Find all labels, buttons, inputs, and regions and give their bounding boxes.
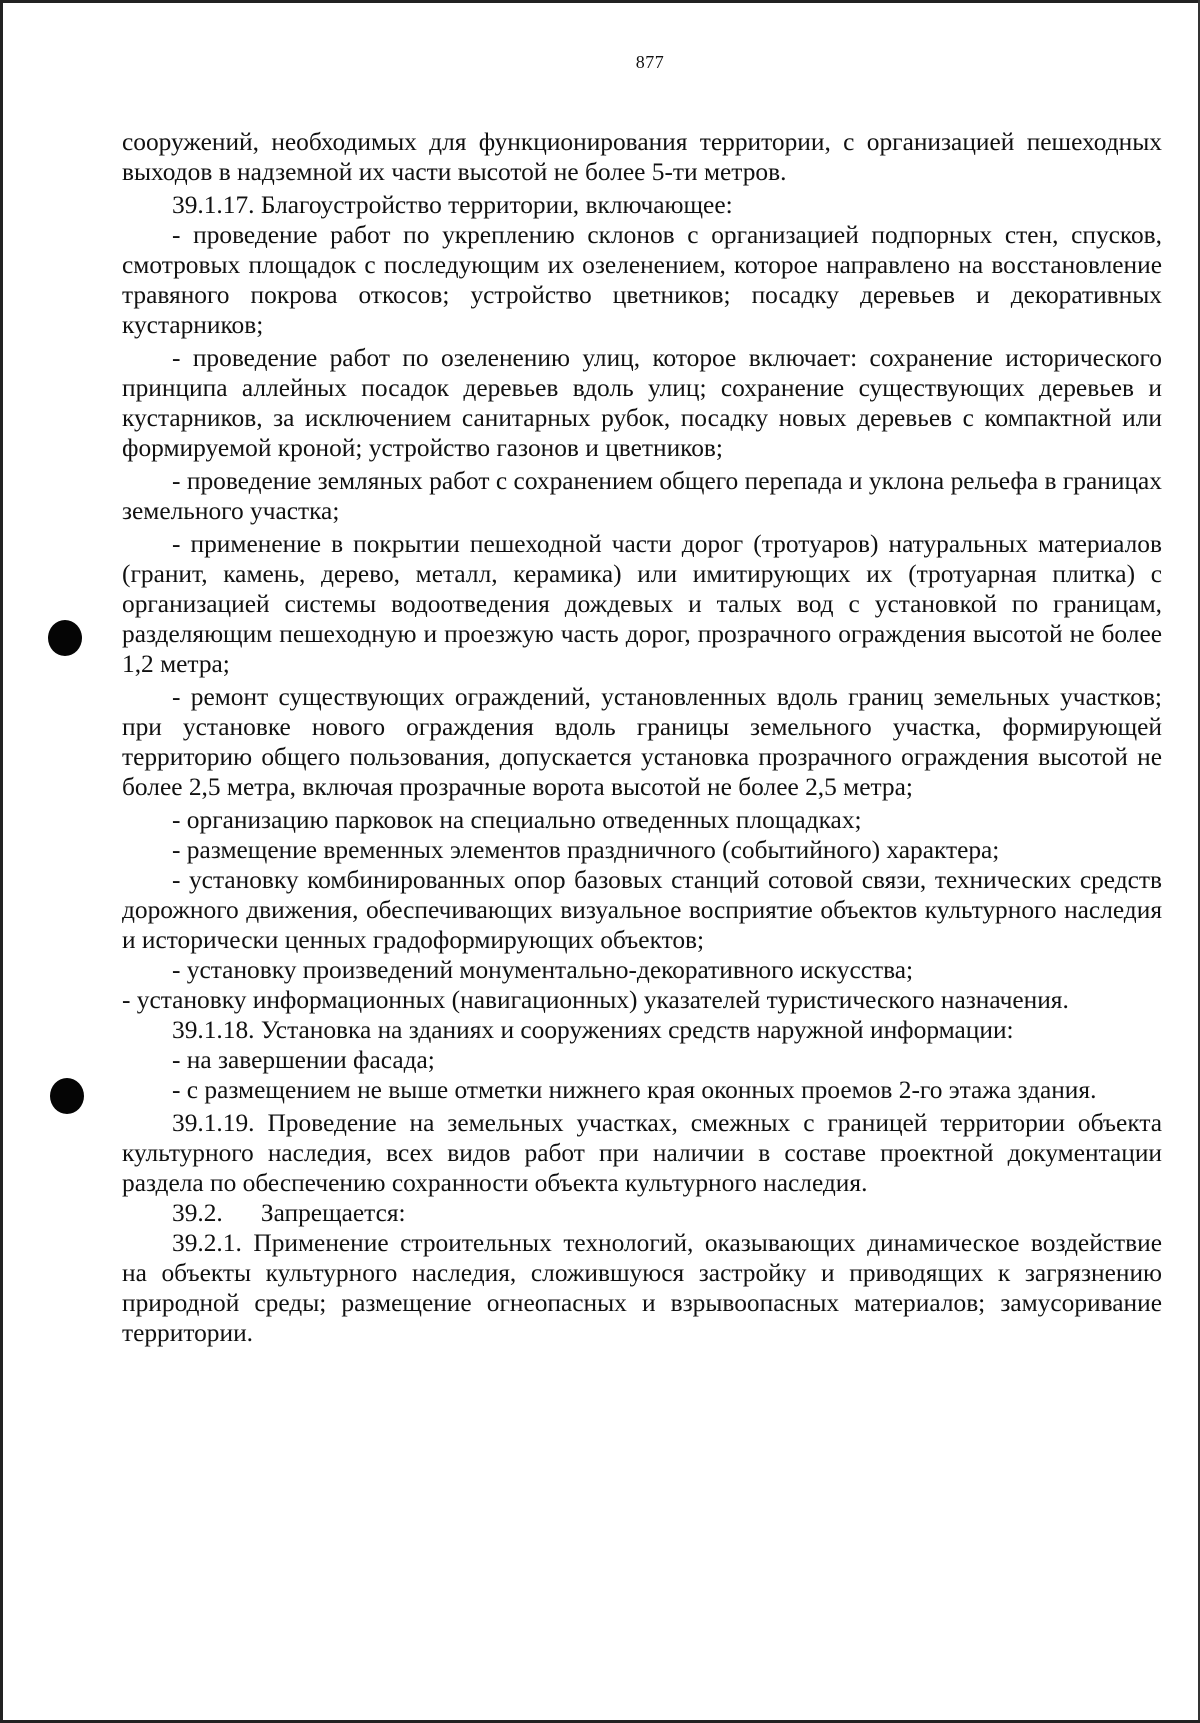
scan-border-left: [0, 0, 3, 1723]
list-item-base-stations: - установку комбинированных опор базовых станций сотовой связи, технических средств дорожного движения, обеспечивающих визуальное восприятие объектов культурного наследия и исторически ценных градоформирующих объектов;: [122, 866, 1162, 954]
list-item-festive-elements: - размещение временных элементов праздничного (событийного) характера;: [172, 836, 1000, 864]
list-item-parking: - организацию парковок на специально отведенных площадках;: [172, 806, 862, 834]
list-item-tourist-signs: - установку информационных (навигационных) указателей туристического назначения.: [122, 986, 1069, 1014]
list-item-slopes: - проведение работ по укреплению склонов с организацией подпорных стен, спусков, смотровых площадок с последующим их озеленением, которое направлено на восстановление травяного покрова откосов; устройство цветников; посадку деревьев и декоративных кустарников;: [122, 221, 1162, 339]
document-body: [122, 127, 1162, 1351]
list-item-pavement: - применение в покрытии пешеходной части дорог (тротуаров) натуральных материалов (гранит, камень, дерево, металл, керамика) или имитирующих их (тротуарная плитка) с организацией системы водоотведения дождевых и талых вод с установкой по границам, разделяющим пешеходную и проезжую часть дорог, прозрачного ограждения высотой не более 1,2 метра;: [122, 530, 1162, 678]
list-item-earthworks: - проведение земляных работ с сохранением общего перепада и уклона рельефа в границах земельного участка;: [122, 467, 1162, 525]
section-heading-39-1-17: 39.1.17. Благоустройство территории, включающее:: [172, 191, 733, 219]
punch-hole-mark: [50, 1078, 84, 1114]
paragraph-continuation: сооружений, необходимых для функционирования территории, с организацией пешеходных выходов в надземной их части высотой не более 5-ти метров.: [122, 128, 1162, 186]
section-39-2-1: 39.2.1. Применение строительных технологий, оказывающих динамическое воздействие на объекты культурного наследия, сложившуюся застройку и приводящих к загрязнению природной среды; размещение огнеопасных и взрывоопасных материалов; замусоривание территории.: [122, 1229, 1162, 1347]
list-item-window-level: - с размещением не выше отметки нижнего края оконных проемов 2-го этажа здания.: [172, 1076, 1097, 1104]
list-item-facade: - на завершении фасада;: [172, 1046, 435, 1074]
list-item-monumental-art: - установку произведений монументально-декоративного искусства;: [172, 956, 914, 984]
punch-hole-mark: [48, 620, 82, 656]
section-heading-39-2: 39.2. Запрещается:: [172, 1199, 406, 1227]
section-39-1-19: 39.1.19. Проведение на земельных участках, смежных с границей территории объекта культурного наследия, всех видов работ при наличии в составе проектной документации раздела по обеспечению сохранности объекта культурного наследия.: [122, 1109, 1162, 1197]
list-item-fences: - ремонт существующих ограждений, установленных вдоль границ земельных участков; при установке нового ограждения вдоль границы земельного участка, формирующей территорию общего пользования, допускается установка прозрачного ограждения высотой не более 2,5 метра, включая прозрачные ворота высотой не более 2,5 метра;: [122, 683, 1162, 801]
page-number: 877: [635, 52, 665, 72]
section-heading-39-1-18: 39.1.18. Установка на зданиях и сооружениях средств наружной информации:: [172, 1016, 1014, 1044]
list-item-street-greening: - проведение работ по озеленению улиц, которое включает: сохранение исторического принципа аллейных посадок деревьев вдоль улиц; сохранение существующих деревьев и кустарников, за исключением санитарных рубок, посадку новых деревьев с компактной или формируемой кроной; устройство газонов и цветников;: [122, 344, 1162, 462]
scan-border-top: [0, 0, 1200, 3]
